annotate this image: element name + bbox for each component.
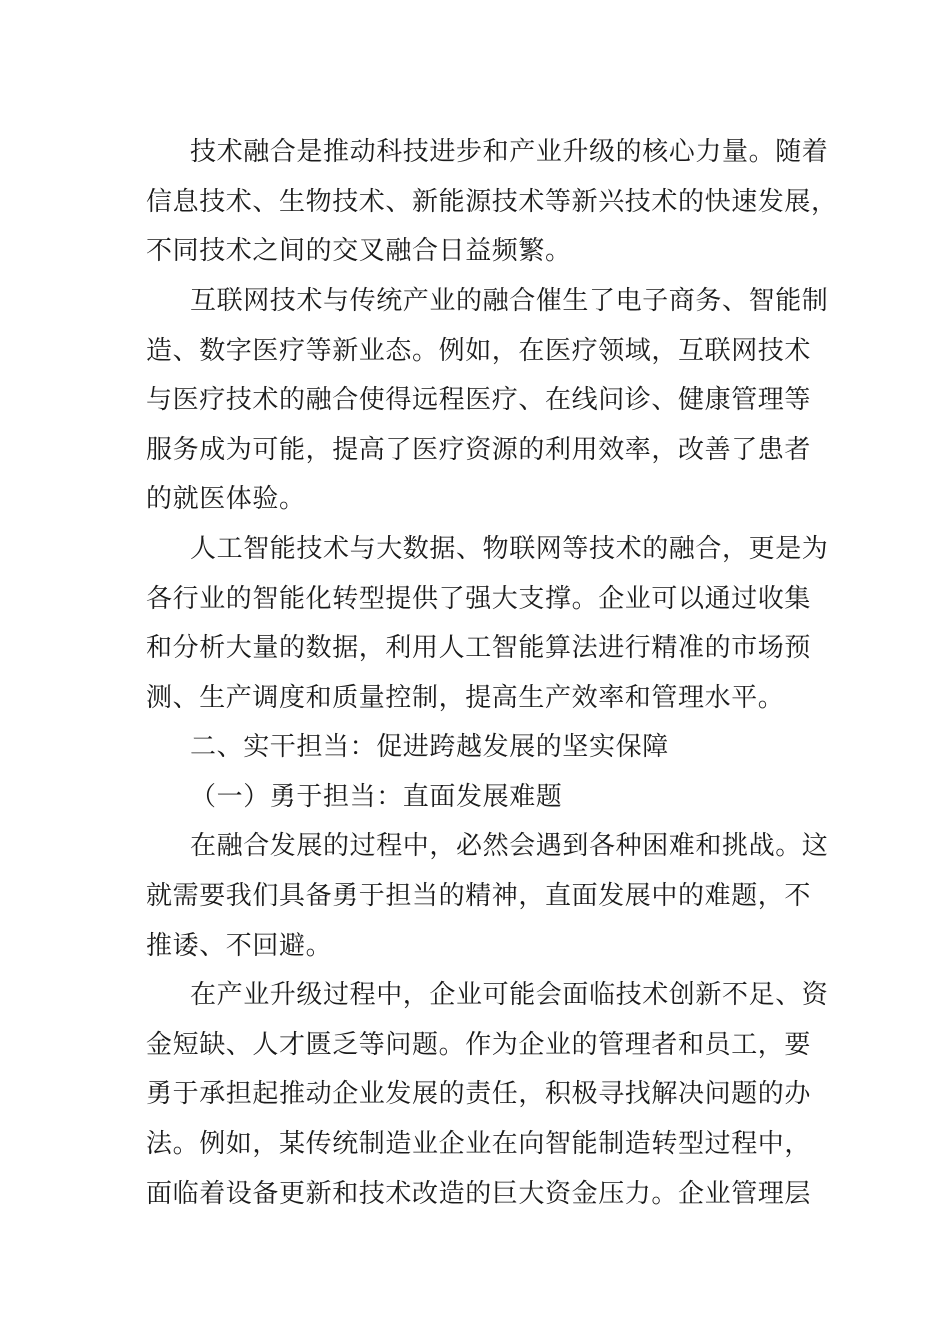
section-heading: 二、实干担当：促进跨越发展的坚实保障 (190, 732, 669, 762)
paragraph-3-line-1: 人工智能技术与大数据、物联网等技术的融合，更是为 (190, 534, 829, 564)
paragraph-5-line-5: 面临着设备更新和技术改造的巨大资金压力。企业管理层 (146, 1179, 812, 1209)
paragraph-2-line-4: 服务成为可能，提高了医疗资源的利用效率，改善了患者 (146, 435, 812, 465)
paragraph-5-line-4: 法。例如，某传统制造业企业在向智能制造转型过程中， (146, 1129, 812, 1159)
paragraph-4-line-3: 推诿、不回避。 (146, 931, 333, 961)
paragraph-5-line-2: 金短缺、人才匮乏等问题。作为企业的管理者和员工，要 (146, 1030, 812, 1060)
paragraph-5-line-3: 勇于承担起推动企业发展的责任，积极寻找解决问题的办 (146, 1079, 812, 1109)
paragraph-1-line-1: 技术融合是推动科技进步和产业升级的核心力量。随着 (190, 137, 829, 167)
paragraph-2-line-2: 造、数字医疗等新业态。例如，在医疗领域，互联网技术 (146, 336, 812, 366)
paragraph-2-line-3: 与医疗技术的融合使得远程医疗、在线问诊、健康管理等 (146, 385, 812, 415)
subsection-heading: （一）勇于担当：直面发展难题 (190, 782, 563, 812)
paragraph-3-line-4: 测、生产调度和质量控制，提高生产效率和管理水平。 (146, 683, 785, 713)
paragraph-1-line-2: 信息技术、生物技术、新能源技术等新兴技术的快速发展， (146, 187, 838, 217)
paragraph-4-line-2: 就需要我们具备勇于担当的精神，直面发展中的难题，不 (146, 881, 812, 911)
paragraph-4-line-1: 在融合发展的过程中，必然会遇到各种困难和挑战。这 (190, 831, 829, 861)
paragraph-3-line-2: 各行业的智能化转型提供了强大支撑。企业可以通过收集 (146, 584, 812, 614)
paragraph-2-line-1: 互联网技术与传统产业的融合催生了电子商务、智能制 (190, 286, 829, 316)
paragraph-1-line-3: 不同技术之间的交叉融合日益频繁。 (146, 236, 572, 266)
paragraph-5-line-1: 在产业升级过程中，企业可能会面临技术创新不足、资 (190, 980, 829, 1010)
paragraph-3-line-3: 和分析大量的数据，利用人工智能算法进行精准的市场预 (146, 633, 812, 663)
paragraph-2-line-5: 的就医体验。 (146, 484, 306, 514)
